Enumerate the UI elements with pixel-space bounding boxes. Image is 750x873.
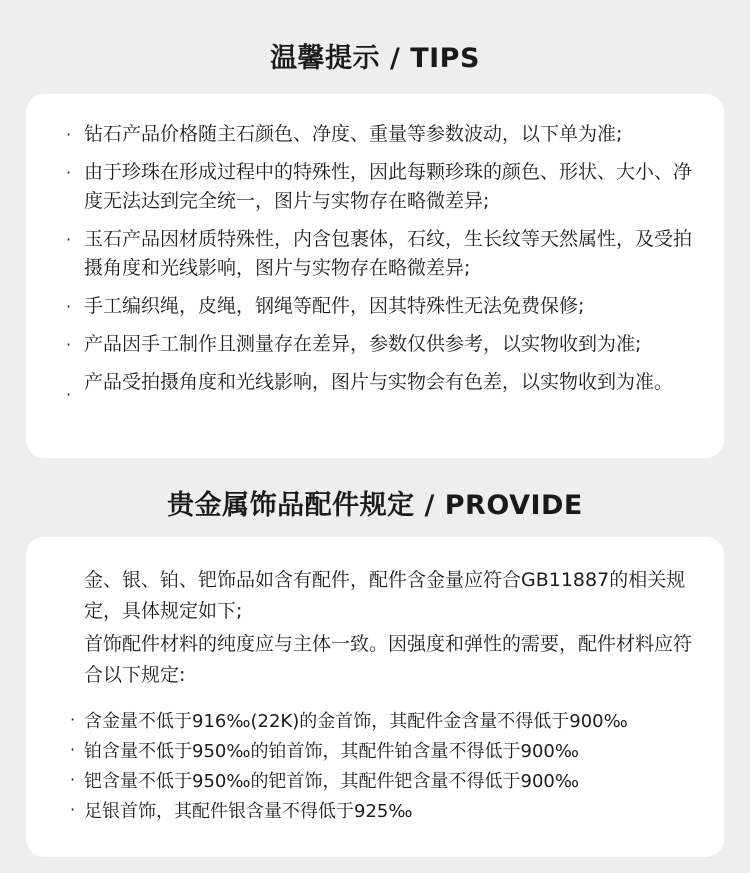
tips-card — [26, 94, 724, 458]
tips-title: 温馨提示 / TIPS — [270, 43, 480, 74]
bullet-dot: · — [66, 125, 72, 144]
bullet-dot: · — [66, 230, 72, 249]
rule-text: 钯含量不低于950‰的钯首饰，其配件钯含量不得低于900‰ — [84, 771, 580, 792]
bullet-dot: · — [66, 297, 72, 316]
provide-paragraph-2: 首饰配件材料的纯度应与主体一致。因强度和弹性的需要，配件材料应符合以下规定: — [84, 633, 693, 686]
rule-text: 足银首饰，其配件银含量不得低于925‰ — [84, 801, 413, 822]
rule-text: 含金量不低于916‰(22K)的金首饰，其配件金含量不得低于900‰ — [84, 711, 628, 732]
bullet-dot: · — [70, 710, 76, 729]
bullet-dot: · — [70, 770, 76, 789]
rules-list — [70, 707, 628, 827]
bullet-dot: · — [70, 800, 76, 819]
tip-text: 手工编织绳，皮绳，钢绳等配件，因其特殊性无法免费保修; — [84, 295, 585, 317]
provide-paragraph-1: 金、银、铂、钯饰品如含有配件，配件含金量应符合GB11887的相关规定，具体规定如下; — [84, 569, 686, 622]
provide-title: 贵金属饰品配件规定 / PROVIDE — [167, 490, 583, 521]
tip-item — [26, 120, 724, 149]
tip-item — [26, 292, 724, 321]
tip-text: 玉石产品因材质特殊性，内含包裹体，石纹，生长纹等天然属性，及受拍摄角度和光线影响，图片与实物存在略微差异; — [84, 228, 693, 279]
tip-item — [26, 368, 724, 404]
bullet-dot: · — [66, 335, 72, 354]
rule-text: 铂含量不低于950‰的铂首饰，其配件铂含量不得低于900‰ — [84, 741, 580, 762]
tip-text: 由于珍珠在形成过程中的特殊性，因此每颗珍珠的颜色、形状、大小、净度无法达到完全统一，图片与实物存在略微差异; — [84, 161, 693, 212]
bullet-dot: · — [66, 163, 72, 182]
tip-text: 产品因手工制作且测量存在差异，参数仅供参考，以实物收到为准; — [84, 333, 642, 355]
tip-item — [26, 225, 724, 283]
tip-text: 产品受拍摄角度和光线影响，图片与实物会有色差，以实物收到为准。 — [84, 371, 674, 393]
provide-card — [26, 537, 724, 857]
bullet-dot: · — [70, 740, 76, 759]
tips-list — [26, 120, 724, 406]
rule-item — [70, 767, 628, 797]
rule-item — [70, 797, 628, 827]
tip-item — [26, 330, 724, 359]
rule-item — [70, 707, 628, 737]
tip-text: 钻石产品价格随主石颜色、净度、重量等参数波动，以下单为准; — [84, 123, 623, 145]
rule-item — [70, 737, 628, 767]
tip-item — [26, 158, 724, 216]
bullet-dot: · — [66, 385, 72, 404]
